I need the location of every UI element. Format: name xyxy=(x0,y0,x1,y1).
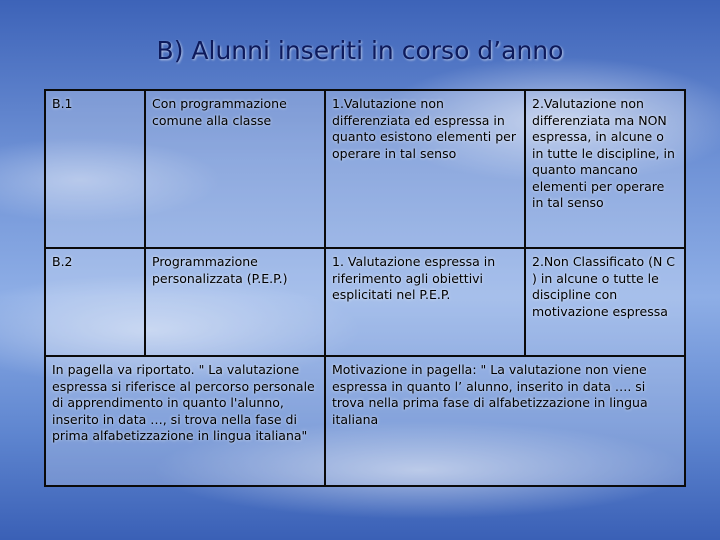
programmazione-cell xyxy=(145,248,325,356)
evaluation-table xyxy=(44,89,686,487)
valutazione-2-text: 2.Non Classificato (N C ) in alcune o tutte le discipline con motivazione espressa xyxy=(532,254,676,319)
pagella-left-cell xyxy=(45,356,325,486)
pagella-right-cell xyxy=(325,356,685,486)
valutazione-1-text: 1. Valutazione espressa in riferimento agli obiettivi esplicitati nel P.E.P. xyxy=(332,254,496,302)
valutazione-2-cell xyxy=(525,248,685,356)
table-row xyxy=(45,356,685,486)
table-row xyxy=(45,248,685,356)
programmazione-text: Programmazione personalizzata (P.E.P.) xyxy=(152,254,288,286)
row-code-cell xyxy=(45,248,145,356)
table-row xyxy=(45,90,685,248)
row-code: B.2 xyxy=(52,254,73,269)
valutazione-1-text: 1.Valutazione non differenziata ed espressa in quanto esistono elementi per operare in tal senso xyxy=(332,96,516,161)
programmazione-text: Con programmazione comune alla classe xyxy=(152,96,287,128)
pagella-left-text: In pagella va riportato. " La valutazione espressa si riferisce al percorso personale di apprendimento in quanto l'alunno, inserito in data …, si trova nella fase di prima alfabetizzazione in lingua italiana" xyxy=(52,362,315,443)
valutazione-2-cell xyxy=(525,90,685,248)
programmazione-cell xyxy=(145,90,325,248)
row-code-cell xyxy=(45,90,145,248)
valutazione-1-cell xyxy=(325,90,525,248)
pagella-right-text: Motivazione in pagella: " La valutazione non viene espressa in quanto l’ alunno, inserito in data …. si trova nella prima fase di alfabetizzazione in lingua italiana xyxy=(332,362,648,427)
valutazione-1-cell xyxy=(325,248,525,356)
row-code: B.1 xyxy=(52,96,73,111)
valutazione-2-text: 2.Valutazione non differenziata ma NON espressa, in alcune o in tutte le discipline, in quanto mancano elementi per operare in tal senso xyxy=(532,96,675,210)
slide-title: B) Alunni inseriti in corso d’anno xyxy=(156,36,564,65)
